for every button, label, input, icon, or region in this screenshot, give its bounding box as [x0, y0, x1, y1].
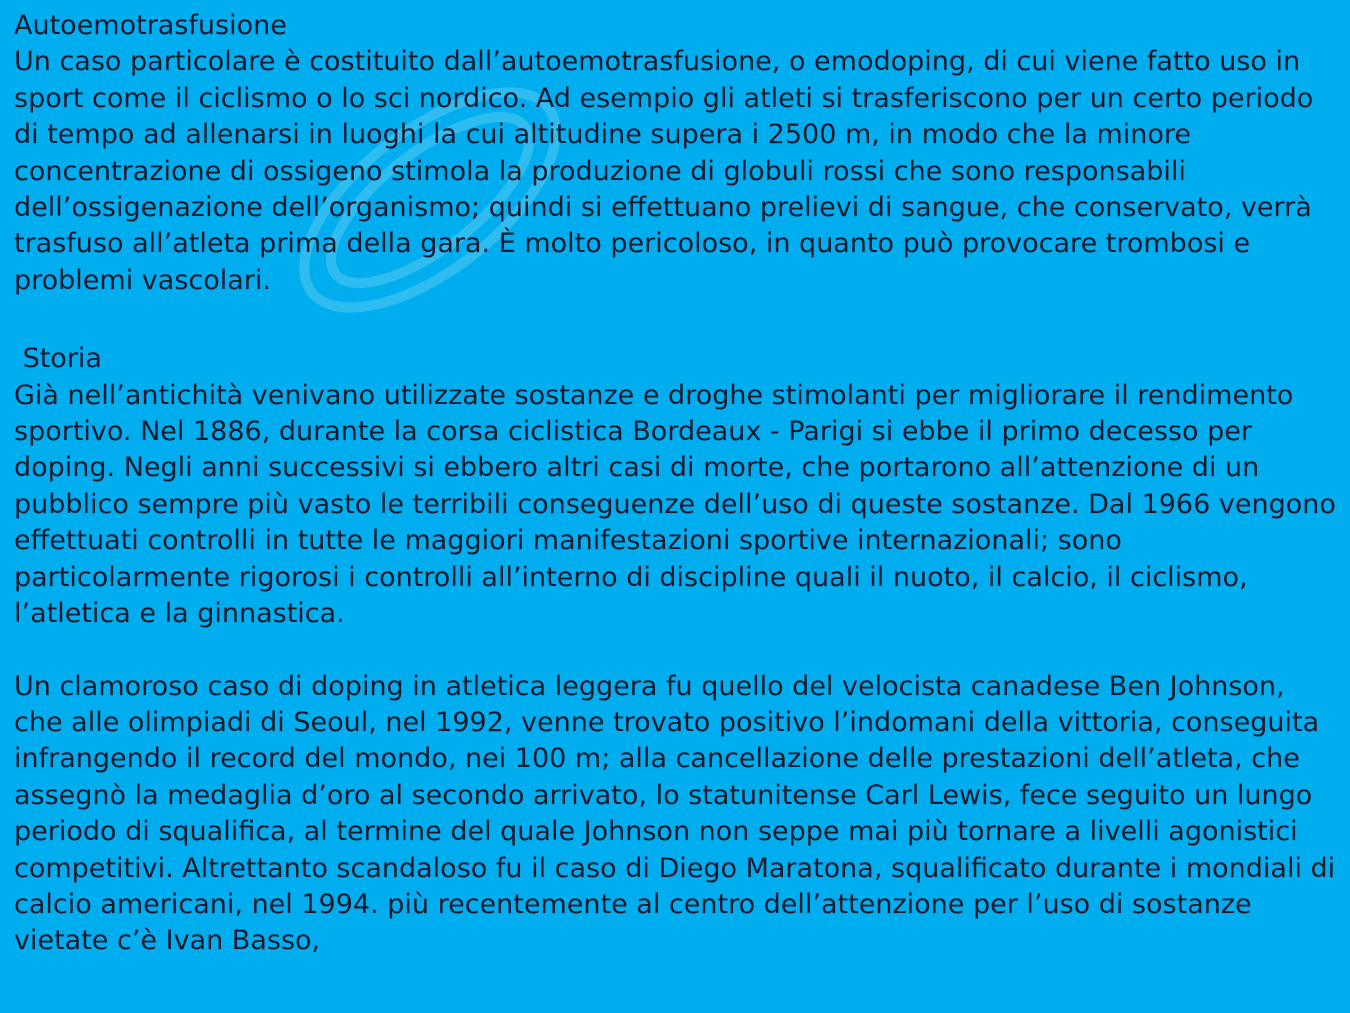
paragraph-storia: Già nell’antichità venivano utilizzate sostanze e droghe stimolanti per migliorare il rendimento sportivo. Nel 1886, durante la corsa ciclistica Bordeaux - Parigi si ebbe il primo decesso per doping. Negli anni successivi si ebbero altri casi di morte, che portarono all’attenzione di un pubblico sempre più vasto le terribili conseguenze dell’uso di queste sostanze. Dal 1966 vengono effettuati controlli in tutte le maggiori manifestazioni sportive internazionali; sono particolarmente rigorosi i controlli all’interno di discipline quali il nuoto, il calcio, il ciclismo, l’atletica e la ginnastica.	[14, 379, 1336, 630]
spacer	[14, 299, 1339, 341]
paragraph-ben-johnson: Un clamoroso caso di doping in atletica leggera fu quello del velocista canadese Ben Johnson, che alle olimpiadi di Seoul, nel 1992, venne trovato positivo l’indomani della vittoria, conseguita infrangendo il record del mondo, nei 100 m; alla cancellazione delle prestazioni dell’atleta, che assegnò la medaglia d’oro al secondo arrivato, lo statunitense Carl Lewis, fece seguito un lungo periodo di squalifica, al termine del quale Johnson non seppe mai più tornare a livelli agonistici competitivi. Altrettanto scandaloso fu il caso di Diego Maratona, squalificato durante i mondiali di calcio americani, nel 1994. più recentemente al centro dell’attenzione per l’uso di sostanze vietate c’è Ivan Basso,	[14, 670, 1336, 957]
section-heading-autoemotrasfusione: Autoemotrasfusione	[14, 10, 287, 41]
paragraph-autoemotrasfusione: Un caso particolare è costituito dall’autoemotrasfusione, o emodoping, di cui viene fatto uso in sport come il ciclismo o lo sci nordico. Ad esempio gli atleti si trasferiscono per un certo periodo di tempo ad allenarsi in luoghi la cui altitudine supera i 2500 m, in modo che la minore concentrazione di ossigeno stimola la produzione di globuli rossi che sono responsabili dell’ossigenazione dell’organismo; quindi si effettuano prelievi di sangue, che conservato, verrà trasfuso all’atleta prima della gara. È molto pericoloso, in quanto può provocare trombosi e problemi vascolari.	[14, 46, 1314, 296]
section-heading-storia: Storia	[14, 343, 102, 375]
slide-content	[14, 8, 1339, 960]
spacer	[14, 633, 1339, 669]
